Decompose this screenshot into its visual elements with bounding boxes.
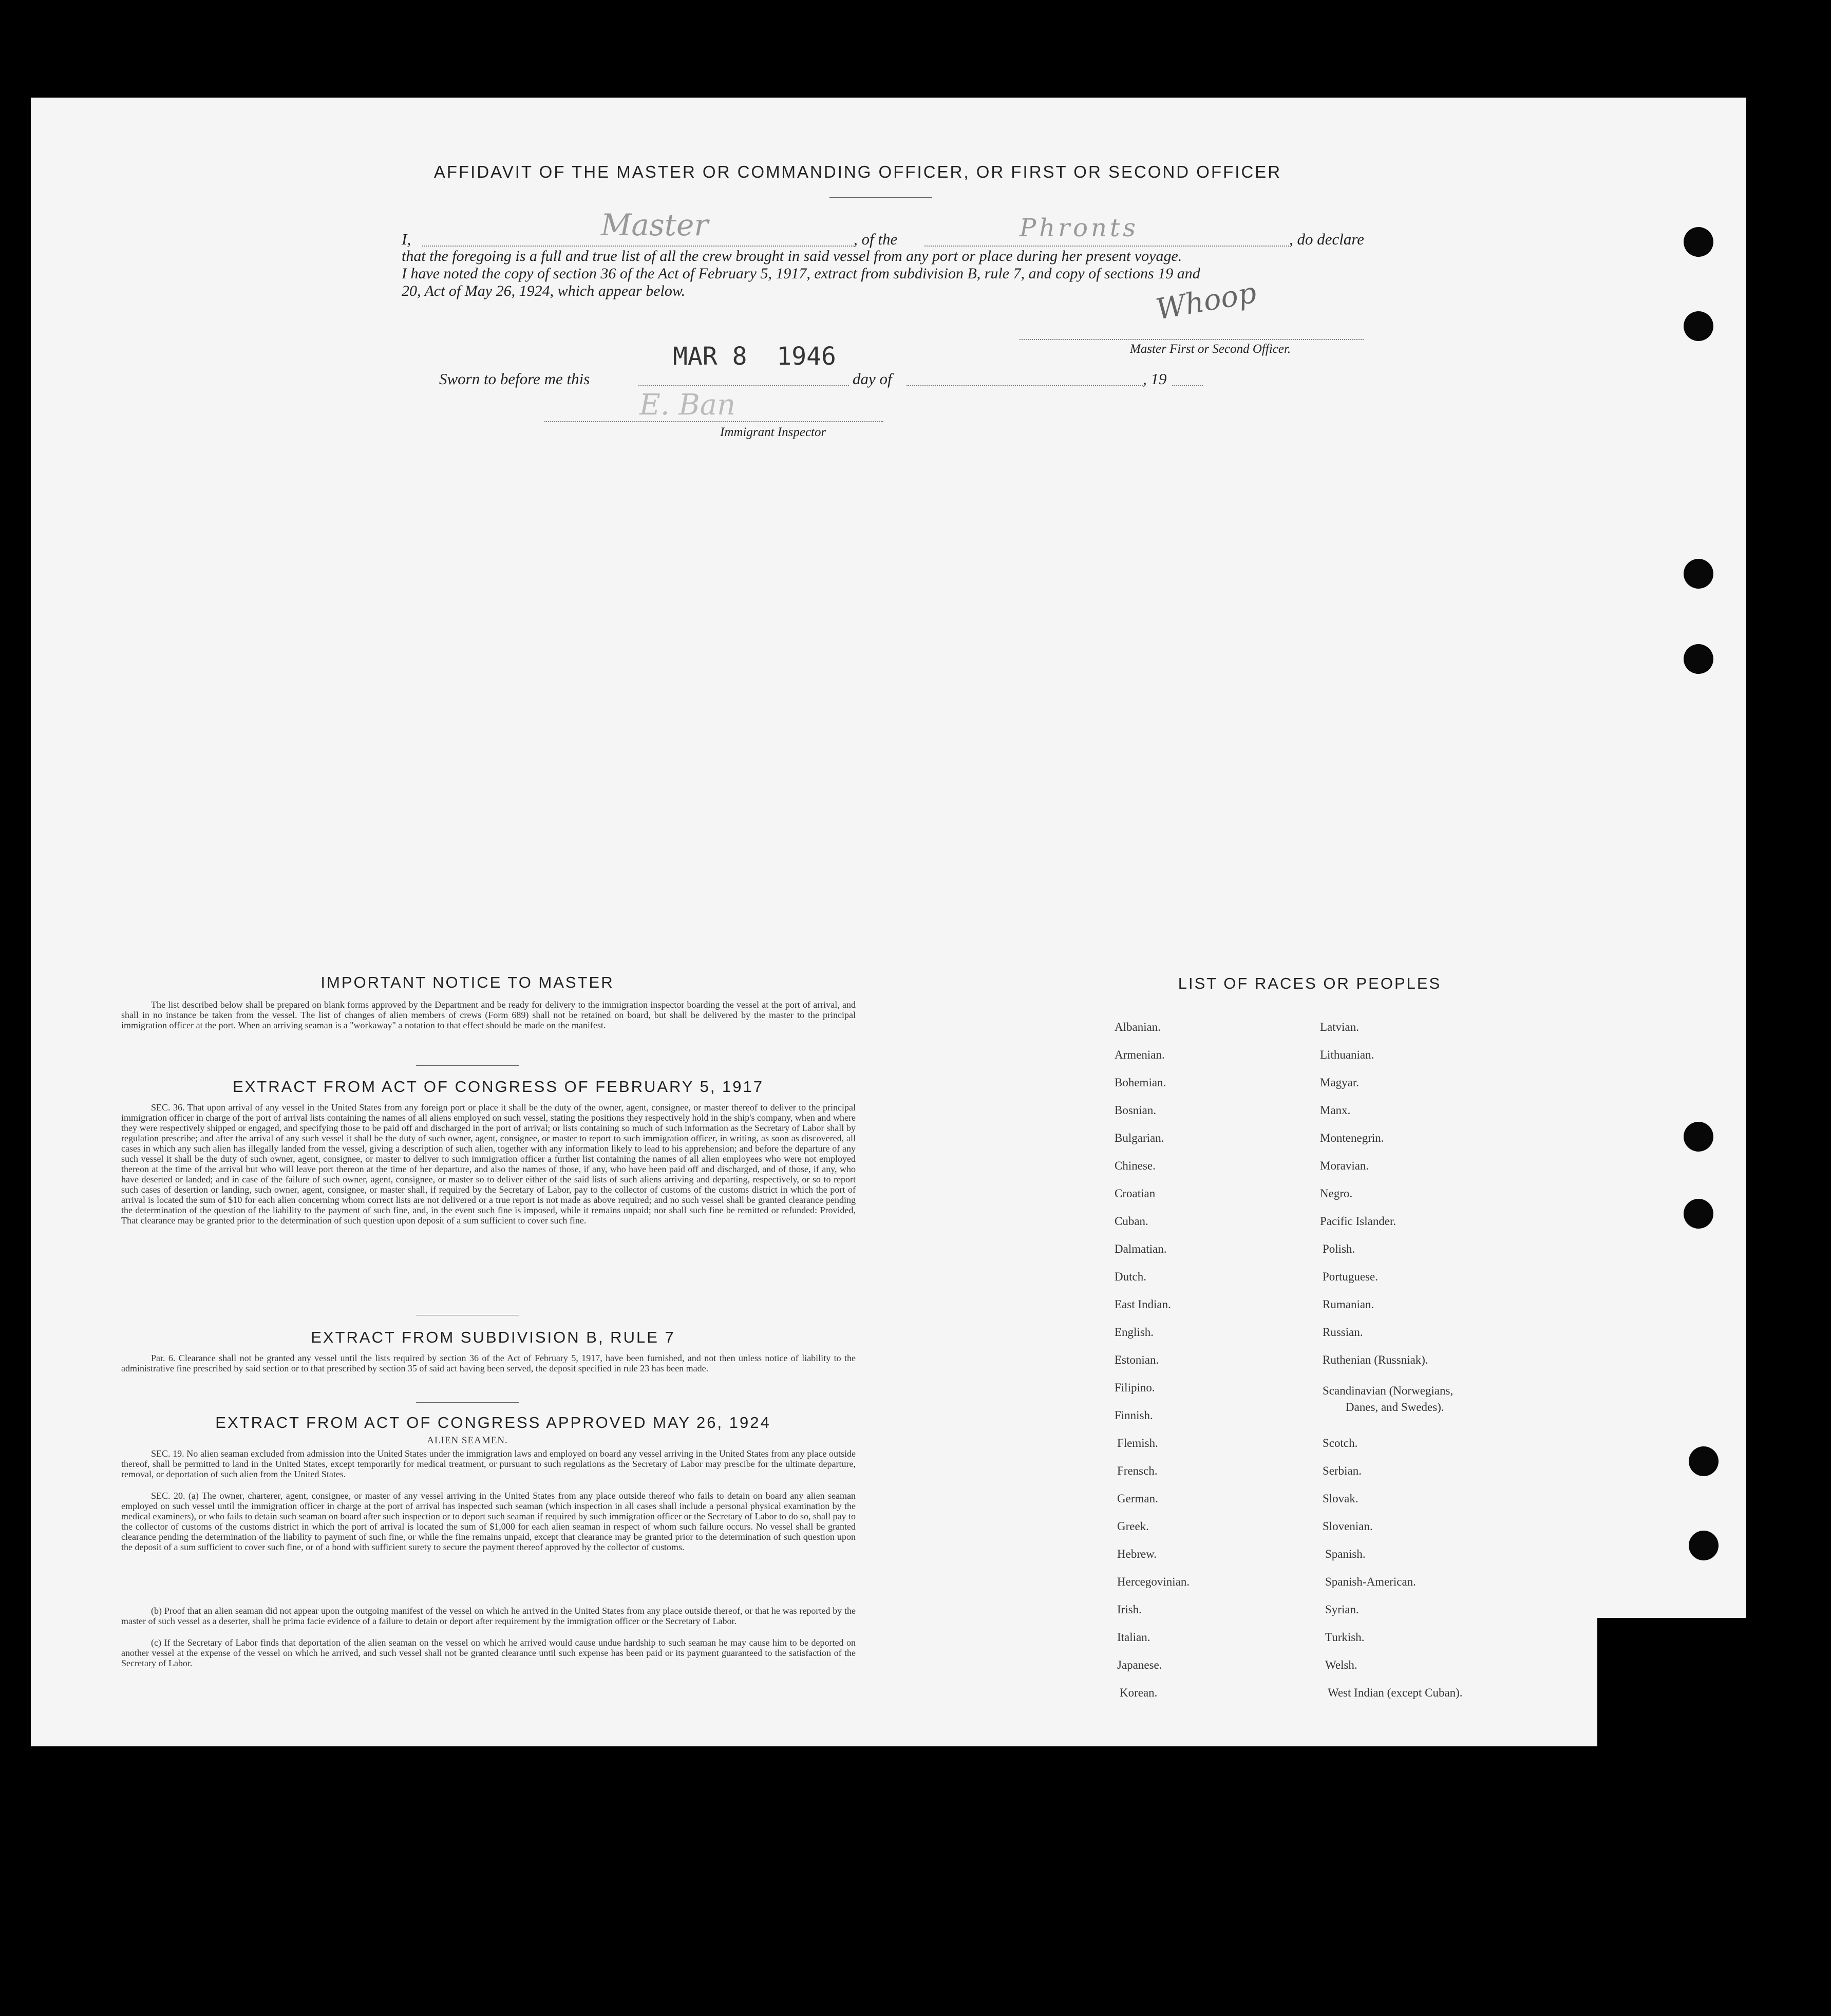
race-item: Polish. [1323, 1242, 1355, 1255]
extract-1917-title: EXTRACT FROM ACT OF CONGRESS OF FEBRUARY 5, 1917 [232, 1078, 764, 1096]
race-item: Spanish-American. [1325, 1575, 1416, 1588]
race-item: Italian. [1117, 1631, 1150, 1644]
sec19-text: SEC. 19. No alien seaman excluded from admission into the United States under the immigration laws and employed on board any vessel arriving in the United States from any place outside thereof, shall be permitted to land in the United States, except temporarily for medical treatment, or pursuant to such regulations as the Secretary of Labor may prescibe for the ultimate departure, removal, or deportation of such alien from the United States. [121, 1448, 856, 1479]
race-item: Slovak. [1323, 1492, 1358, 1505]
race-item: English. [1115, 1326, 1154, 1339]
race-item: Japanese. [1117, 1659, 1162, 1671]
race-item: Croatian [1115, 1187, 1156, 1200]
race-item: Manx. [1320, 1104, 1351, 1117]
race-item: Scandinavian (Norwegians, [1323, 1384, 1454, 1397]
race-item: Bulgarian. [1115, 1132, 1164, 1144]
sec20c-text: (c) If the Secretary of Labor finds that deportation of the alien seaman on the vessel on which he arrived would cause undue hardship to such seaman he may cause him to be deported on another vessel at the expense of the vessel on which he arrived, and such vessel shall not be granted clearance until such expense has been paid or its payment guaranteed to the satisfaction of the Secretary of Labor. [121, 1637, 856, 1668]
sworn-day-line [638, 385, 849, 386]
sec20a-text: SEC. 20. (a) The owner, charterer, agent, consignee, or master of any vessel arriving in the United States from any place outside thereof who fails to detain on board any alien seaman employed on such vessel until the immigration officer in charge at the port of arrival has inspected such seaman (which inspection in all cases shall include a personal physical examination by the medical examiners), or who fails to detain such seaman on board after such inspection or to deport such seaman if required by such immigration officer or the Secretary of Labor to do so, shall pay to the collector of customs of the customs district in which the port of arrival is located the sum of $1,000 for each alien seaman in respect of whom such failure occurs. No vessel shall be granted clearance pending the determination of the liability to payment of such fine, or while the fine remains unpaid, except that clearance may be granted prior to the determination of such question upon the deposit of a sum sufficient to cover such fine, or of a bond with sufficient surety to secure the payment thereof approved by the collector of customs. [121, 1491, 856, 1552]
race-item: Pacific Islander. [1320, 1215, 1396, 1228]
master-signature-label: Master First or Second Officer. [1130, 342, 1291, 356]
race-item: Bosnian. [1115, 1104, 1157, 1117]
race-item: Scotch. [1323, 1437, 1358, 1449]
notice-rule [416, 1065, 519, 1066]
sworn-month-line [907, 385, 1143, 386]
document-sheet [31, 98, 1746, 1746]
sec20b-text: (b) Proof that an alien seaman did not appear upon the outgoing manifest of the vessel on which he arrived in the United States from any place outside thereof, or that he was reported by the master of such vessel as a deserter, shall be prima facie evidence of a failure to detain or deport after requirement by the immigration officer or the Secretary of Labor. [121, 1606, 856, 1626]
race-item: Cuban. [1115, 1215, 1148, 1228]
declaration-line-2: I have noted the copy of section 36 of the Act of February 5, 1917, extract from subdivision B, rule 7, and copy of sections 19 and [402, 265, 1200, 282]
race-item: German. [1117, 1492, 1158, 1505]
extract-1917-text: SEC. 36. That upon arrival of any vessel in the United States from any foreign port or place it shall be the duty of the owner, agent, consignee, or master thereof to deliver to the principal immigration officer in charge of the port of arrival lists containing the names of all aliens employed on such vessel, stating the positions they respectively hold in the ship's company, when and where they were respectively shipped or engaged, and specifying those to be paid off and discharged in the port of arrival; or lists containing so much of such information as the Secretary of Labor shall by regulation prescribe; and after the arrival of any such vessel it shall be the duty of such owner, agent, consignee, or master to report to such immigration officer, in writing, as soon as discovered, all cases in which any such alien has illegally landed from the vessel, giving a description of such alien, together with any information likely to lead to his apprehension; and before the departure of any such vessel it shall be the duty of such owner, agent, consignee, or master to deliver to such immigration officer a further list containing the names of all alien employees who were not employed thereon at the time of the arrival but who will leave port thereon at the time of her departure, and also the names of those, if any, who have been paid off and discharged, and of those, if any, who have deserted or landed; and in case of the failure of such owner, agent, consignee, or master so to deliver either of the said lists of such aliens arriving and departing, respectively, or so to report such cases of desertion or landing, such owner, agent, consignee, or master shall, if required by the Secretary of Labor, pay to the collector of customs of the customs district in which the port of arrival is located the sum of $10 for each alien concerning whom correct lists are not delivered or a true report is not made as above required; and no such vessel shall be granted clearance pending the determination of the question of the liability to the payment of such fine, and, in the event such fine is imposed, while it remains unpaid; nor shall such fine be remitted or refunded: Provided, That clearance may be granted prior to the determination of such question upon deposit of a sum sufficient to cover such fine. [121, 1102, 856, 1226]
of-the-label: , of the [854, 230, 898, 248]
race-item: Dutch. [1115, 1270, 1146, 1283]
race-item: Portuguese. [1323, 1270, 1378, 1283]
race-item: Bohemian. [1115, 1076, 1166, 1089]
vessel-name-line [924, 246, 1289, 247]
race-item: Negro. [1320, 1187, 1353, 1200]
race-item: Finnish. [1115, 1409, 1153, 1422]
race-item: Magyar. [1320, 1076, 1360, 1089]
sworn-year-line [1172, 385, 1203, 386]
officer-title-line [422, 246, 854, 247]
punch-hole [1684, 227, 1713, 257]
extract-rule7-title: EXTRACT FROM SUBDIVISION B, RULE 7 [311, 1328, 675, 1346]
year-label: , 19 [1143, 370, 1167, 388]
punch-hole [1684, 1199, 1713, 1229]
inspector-signature: E. Ban [639, 388, 736, 422]
extract-1924-title: EXTRACT FROM ACT OF CONGRESS APPROVED MAY 26, 1924 [215, 1414, 771, 1431]
date-stamp: MAR 8 1946 [673, 342, 836, 371]
extract-rule7-text: Par. 6. Clearance shall not be granted any vessel until the lists required by section 36 of the Act of February 5, 1917, have been furnished, and not then unless notice of liability to the administrative fine prescribed by said section or to that prescribed by section 35 of said act having been served, the deposit specified in rule 23 has been made. [121, 1353, 856, 1373]
race-item: Spanish. [1325, 1548, 1366, 1560]
race-item: Welsh. [1325, 1659, 1357, 1671]
race-item: Danes, and Swedes). [1346, 1401, 1444, 1414]
declaration-line-1: that the foregoing is a full and true list of all the crew brought in said vessel from any port or place during her present voyage. [402, 248, 1182, 265]
officer-title-handwritten: Master [601, 208, 709, 242]
race-item: Montenegrin. [1320, 1132, 1384, 1144]
race-item: Lithuanian. [1320, 1048, 1374, 1061]
punch-hole [1684, 644, 1713, 674]
race-item: Serbian. [1323, 1464, 1362, 1477]
race-item: Frensch. [1117, 1464, 1158, 1477]
races-title: LIST OF RACES OR PEOPLES [1178, 974, 1442, 992]
declarant-label: I, [402, 230, 411, 248]
race-item: Turkish. [1325, 1631, 1365, 1644]
punch-hole [1684, 311, 1713, 341]
race-item: Korean. [1120, 1686, 1158, 1699]
race-item: Filipino. [1115, 1381, 1155, 1394]
race-item: Latvian. [1320, 1021, 1359, 1033]
race-item: Hercegovinian. [1117, 1575, 1190, 1588]
race-item: Rumanian. [1323, 1298, 1374, 1311]
punch-hole [1689, 1531, 1719, 1560]
master-signature-line [1020, 339, 1364, 340]
race-item: Dalmatian. [1115, 1242, 1167, 1255]
race-item: Greek. [1117, 1520, 1149, 1533]
race-item: Irish. [1117, 1603, 1142, 1616]
punch-hole [1689, 1446, 1719, 1476]
declaration-line-3: 20, Act of May 26, 1924, which appear below. [402, 282, 686, 299]
sworn-label: Sworn to before me this [439, 370, 590, 388]
race-item: Syrian. [1325, 1603, 1359, 1616]
inspector-label: Immigrant Inspector [720, 425, 826, 439]
inspector-signature-line [544, 421, 883, 422]
punch-hole [1684, 1122, 1713, 1152]
race-item: West Indian (except Cuban). [1328, 1686, 1463, 1699]
affidavit-title: AFFIDAVIT OF THE MASTER OR COMMANDING OFFICER, OR FIRST OR SECOND OFFICER [433, 162, 1282, 181]
extract-rule7-rule [416, 1402, 519, 1403]
race-item: Flemish. [1117, 1437, 1158, 1449]
extract-1924-subtitle: ALIEN SEAMEN. [427, 1435, 508, 1446]
race-item: Russian. [1323, 1326, 1363, 1339]
punch-hole [1684, 559, 1713, 589]
notice-text: The list described below shall be prepared on blank forms approved by the Department and be ready for delivery to the immigration inspector boarding the vessel at the port of arrival, and shall in no instance be taken from the vessel. The list of changes of alien members of crews (Form 689) shall not be retained on board, but shall be delivered by the master to the principal immigration officer at the port. When an arriving seaman is a "workaway" a notation to that effect should be made on the manifest. [121, 1000, 856, 1030]
notice-title: IMPORTANT NOTICE TO MASTER [320, 973, 614, 991]
race-item: Albanian. [1115, 1021, 1161, 1033]
master-signature: Whoop [1153, 276, 1259, 327]
affidavit-title-rule [829, 197, 932, 198]
race-item: Ruthenian (Russniak). [1323, 1353, 1428, 1366]
day-of-label: day of [853, 370, 892, 388]
vessel-name-handwritten: Phronts [1020, 214, 1139, 242]
race-item: Slovenian. [1323, 1520, 1373, 1533]
do-declare-label: , do declare [1289, 230, 1365, 248]
race-item: East Indian. [1115, 1298, 1171, 1311]
race-item: Hebrew. [1117, 1548, 1157, 1560]
race-item: Moravian. [1320, 1159, 1369, 1172]
race-item: Chinese. [1115, 1159, 1156, 1172]
race-item: Armenian. [1115, 1048, 1165, 1061]
race-item: Estonian. [1115, 1353, 1159, 1366]
